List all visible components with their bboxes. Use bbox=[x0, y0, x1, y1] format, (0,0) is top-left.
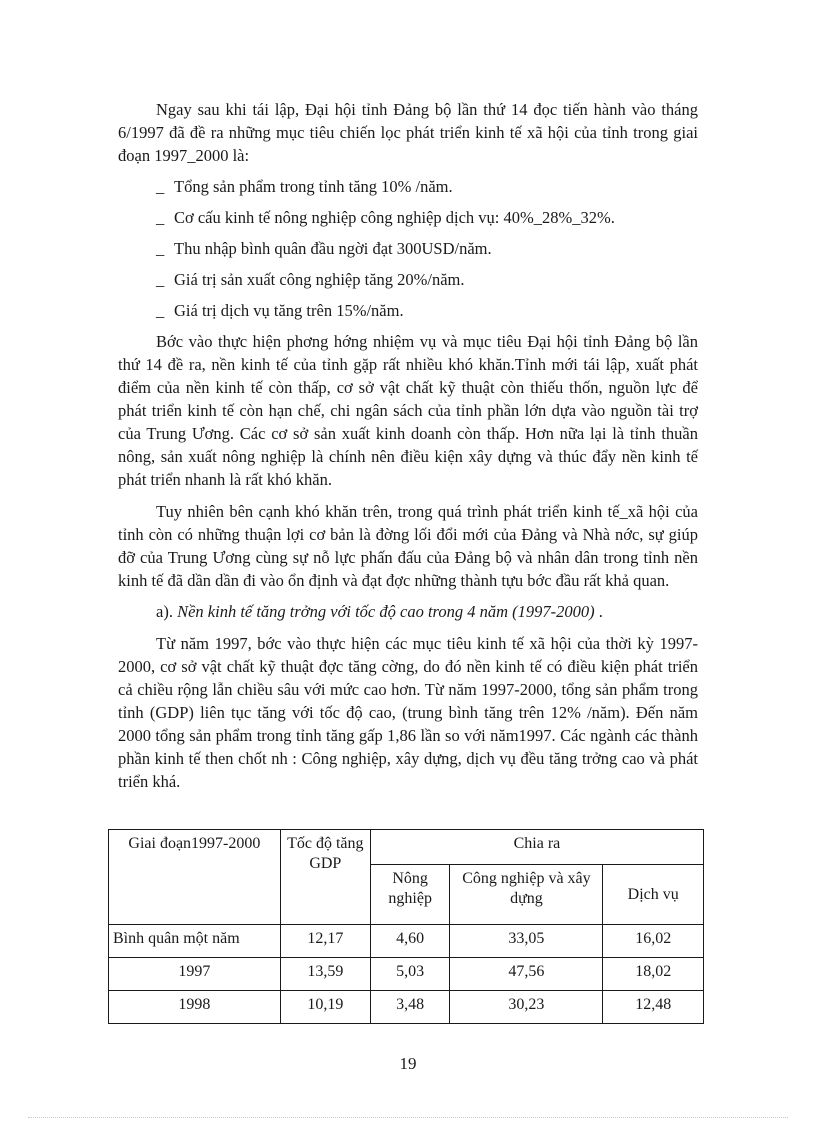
bullet-item: _ Tổng sản phẩm trong tỉnh tăng 10% /năm. bbox=[156, 177, 453, 196]
intro-paragraph: Ngay sau khi tái lập, Đại hội tỉnh Đảng bộ lần thứ 14 đọc tiến hành vào tháng 6/1997 đã đề ra những mục tiêu chiến lọc phát triển kinh tế xã hội của tỉnh trong giai đoạn 1997_2000 là: bbox=[118, 100, 698, 165]
cell-agriculture: 5,03 bbox=[370, 958, 450, 991]
paragraph-advantages: Tuy nhiên bên cạnh khó khăn trên, trong quá trình phát triển kinh tế_xã hội của tỉnh còn có những thuận lợi cơ bản là đờng lối đổi mới của Đảng và Nhà nớc, sự giúp đỡ của Trung Ương cùng sự nỗ lực phấn đấu của Đảng bộ và nhân dân trong tỉnh nền kinh tế đã dần dần đi vào ổn định và đạt đợc những thành tựu bớc đầu rất khả quan. bbox=[118, 502, 698, 590]
cell-industry: 30,23 bbox=[450, 991, 603, 1024]
bullet-item: _ Giá trị sản xuất công nghiệp tăng 20%/năm. bbox=[156, 270, 465, 289]
table-row bbox=[109, 958, 704, 991]
table-row bbox=[109, 925, 704, 958]
body-text bbox=[118, 98, 698, 793]
header-services: Dịch vụ bbox=[603, 865, 704, 925]
cell-services: 18,02 bbox=[603, 958, 704, 991]
section-heading: a). Nền kinh tế tăng trởng với tốc độ cao trong 4 năm (1997-2000) . bbox=[156, 602, 603, 621]
header-period: Giai đoạn1997-2000 bbox=[109, 830, 281, 925]
gdp-growth-table bbox=[108, 829, 704, 1024]
header-agriculture: Nông nghiệp bbox=[370, 865, 450, 925]
header-gdp: Tốc độ tăng GDP bbox=[280, 830, 370, 925]
row-label: 1998 bbox=[109, 991, 281, 1024]
cell-services: 16,02 bbox=[603, 925, 704, 958]
row-label: 1997 bbox=[109, 958, 281, 991]
table-row bbox=[109, 991, 704, 1024]
paragraph-difficulties: Bớc vào thực hiện phơng hớng nhiệm vụ và mục tiêu Đại hội tỉnh Đảng bộ lần thứ 14 đề ra, nền kinh tế của tỉnh gặp rất nhiều khó khăn.Tỉnh mới tái lập, xuất phát điểm của nền kinh tế còn thấp, cơ sở vật chất kỹ thuật còn thiếu thốn, nguồn lực để phát triển kinh tế còn hạn chế, chi ngân sách của tỉnh phần lớn dựa vào nguồn tài trợ của Trung Ương. Các cơ sở sản xuất kinh doanh còn thấp. Hơn nữa lại là tỉnh thuần nông, sản xuất nông nghiệp là chính nên điều kiện xây dựng và thúc đẩy nền kinh tế phát triển nhanh là rất khó khăn. bbox=[118, 332, 698, 489]
bullet-item: _ Giá trị dịch vụ tăng trên 15%/năm. bbox=[156, 301, 404, 320]
cell-industry: 33,05 bbox=[450, 925, 603, 958]
bullet-item: _ Cơ cấu kinh tế nông nghiệp công nghiệp dịch vụ: 40%_28%_32%. bbox=[156, 208, 615, 227]
cell-agriculture: 3,48 bbox=[370, 991, 450, 1024]
cell-gdp: 12,17 bbox=[280, 925, 370, 958]
cell-industry: 47,56 bbox=[450, 958, 603, 991]
bullet-item: _ Thu nhập bình quân đầu ngời đạt 300USD/năm. bbox=[156, 239, 492, 258]
cell-gdp: 10,19 bbox=[280, 991, 370, 1024]
header-industry: Công nghiệp và xây dựng bbox=[450, 865, 603, 925]
row-label: Bình quân một năm bbox=[109, 925, 281, 958]
footer-divider bbox=[28, 1117, 788, 1118]
cell-gdp: 13,59 bbox=[280, 958, 370, 991]
cell-agriculture: 4,60 bbox=[370, 925, 450, 958]
paragraph-growth: Từ năm 1997, bớc vào thực hiện các mục tiêu kinh tế xã hội của thời kỳ 1997-2000, cơ sở vật chất kỹ thuật đợc tăng cờng, do đó nền kinh tế có điều kiện phát triển cả chiều rộng lẫn chiều sâu với mức cao hơn. Từ năm 1997-2000, tổng sản phẩm trong tỉnh (GDP) liên tục tăng với tốc độ cao, (trung bình tăng trên 12% /năm). Đến năm 2000 tổng sản phẩm trong tỉnh tăng gấp 1,86 lần so với năm1997. Các ngành các thành phần kinh tế then chốt nh : Công nghiệp, xây dựng, dịch vụ đều tăng trởng cao và phát triển khá. bbox=[118, 634, 698, 791]
page-number: 19 bbox=[399, 1054, 417, 1073]
cell-services: 12,48 bbox=[603, 991, 704, 1024]
header-breakdown: Chia ra bbox=[370, 830, 703, 865]
